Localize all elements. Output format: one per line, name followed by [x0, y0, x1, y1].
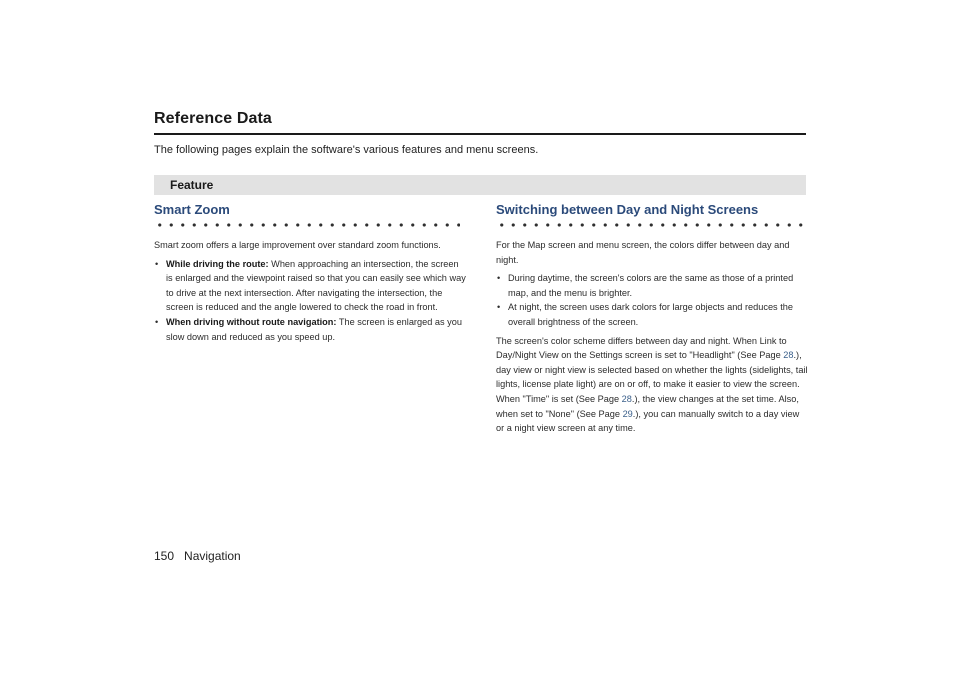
dotted-rule-right — [496, 222, 806, 228]
bullet-text: During daytime, the screen's colors are the same as those of a printed map, and the menu is brighter. — [508, 273, 794, 298]
day-night-body — [496, 238, 808, 440]
bullet-text: At night, the screen uses dark colors for large objects and reduces the overall brightness of the screen. — [508, 302, 793, 327]
page-footer — [154, 549, 241, 563]
bullet-mark: • — [497, 302, 501, 313]
bullet-label: When driving without route navigation: — [166, 316, 337, 327]
bullet-text: When approaching an intersection, the screen is enlarged and the viewpoint raised so that you can easily see which way to drive at the next intersection. After navigating the intersection, the screen is reduced and the angle lowered to check the road in front. — [166, 258, 466, 313]
footer-section: Navigation — [184, 549, 241, 563]
list-item — [154, 315, 466, 344]
paragraph-text: .), the view changes at the set time. Also, when set to "None" (See Page — [496, 393, 799, 419]
day-night-paragraph — [496, 334, 808, 436]
paragraph-text: .), day view or night view is selected based on whether the lights (sidelights, tail lights, license plate light) are on or off, to make it easier to view the screen. When "Time" is set (See Page — [496, 350, 808, 404]
bullet-text: The screen is enlarged as you slow down and reduced as you speed up. — [166, 316, 462, 342]
list-item — [496, 271, 808, 300]
page-intro: The following pages explain the software's various features and menu screens. — [154, 144, 539, 156]
list-item — [154, 257, 466, 315]
page-link[interactable]: 28 — [783, 350, 794, 361]
title-rule — [154, 133, 806, 135]
page-title: Reference Data — [154, 110, 272, 127]
day-night-heading: Switching between Day and Night Screens — [496, 202, 759, 217]
bullet-mark: • — [497, 273, 501, 284]
section-heading: Feature — [170, 178, 214, 192]
bullet-label: While driving the route: — [166, 258, 269, 269]
page-link[interactable]: 28 — [621, 393, 632, 404]
bullet-mark: • — [155, 258, 159, 269]
bullet-mark: • — [155, 316, 159, 327]
smart-zoom-heading: Smart Zoom — [154, 202, 230, 217]
smart-zoom-body — [154, 238, 466, 344]
section-bar — [154, 175, 806, 195]
paragraph-text: The screen's color scheme differs between day and night. When Link to Day/Night View on the Settings screen is set to "Headlight" (See Page — [496, 335, 787, 361]
paragraph-text: .), you can manually switch to a day view or a night view screen at any time. — [496, 408, 800, 434]
page-link[interactable]: 29 — [622, 408, 633, 419]
smart-zoom-intro: Smart zoom offers a large improvement over standard zoom functions. — [154, 240, 441, 250]
list-item — [496, 300, 808, 329]
page-number: 150 — [154, 549, 175, 563]
dotted-rule-left — [154, 222, 460, 228]
day-night-intro: For the Map screen and menu screen, the colors differ between day and night. — [496, 240, 790, 265]
